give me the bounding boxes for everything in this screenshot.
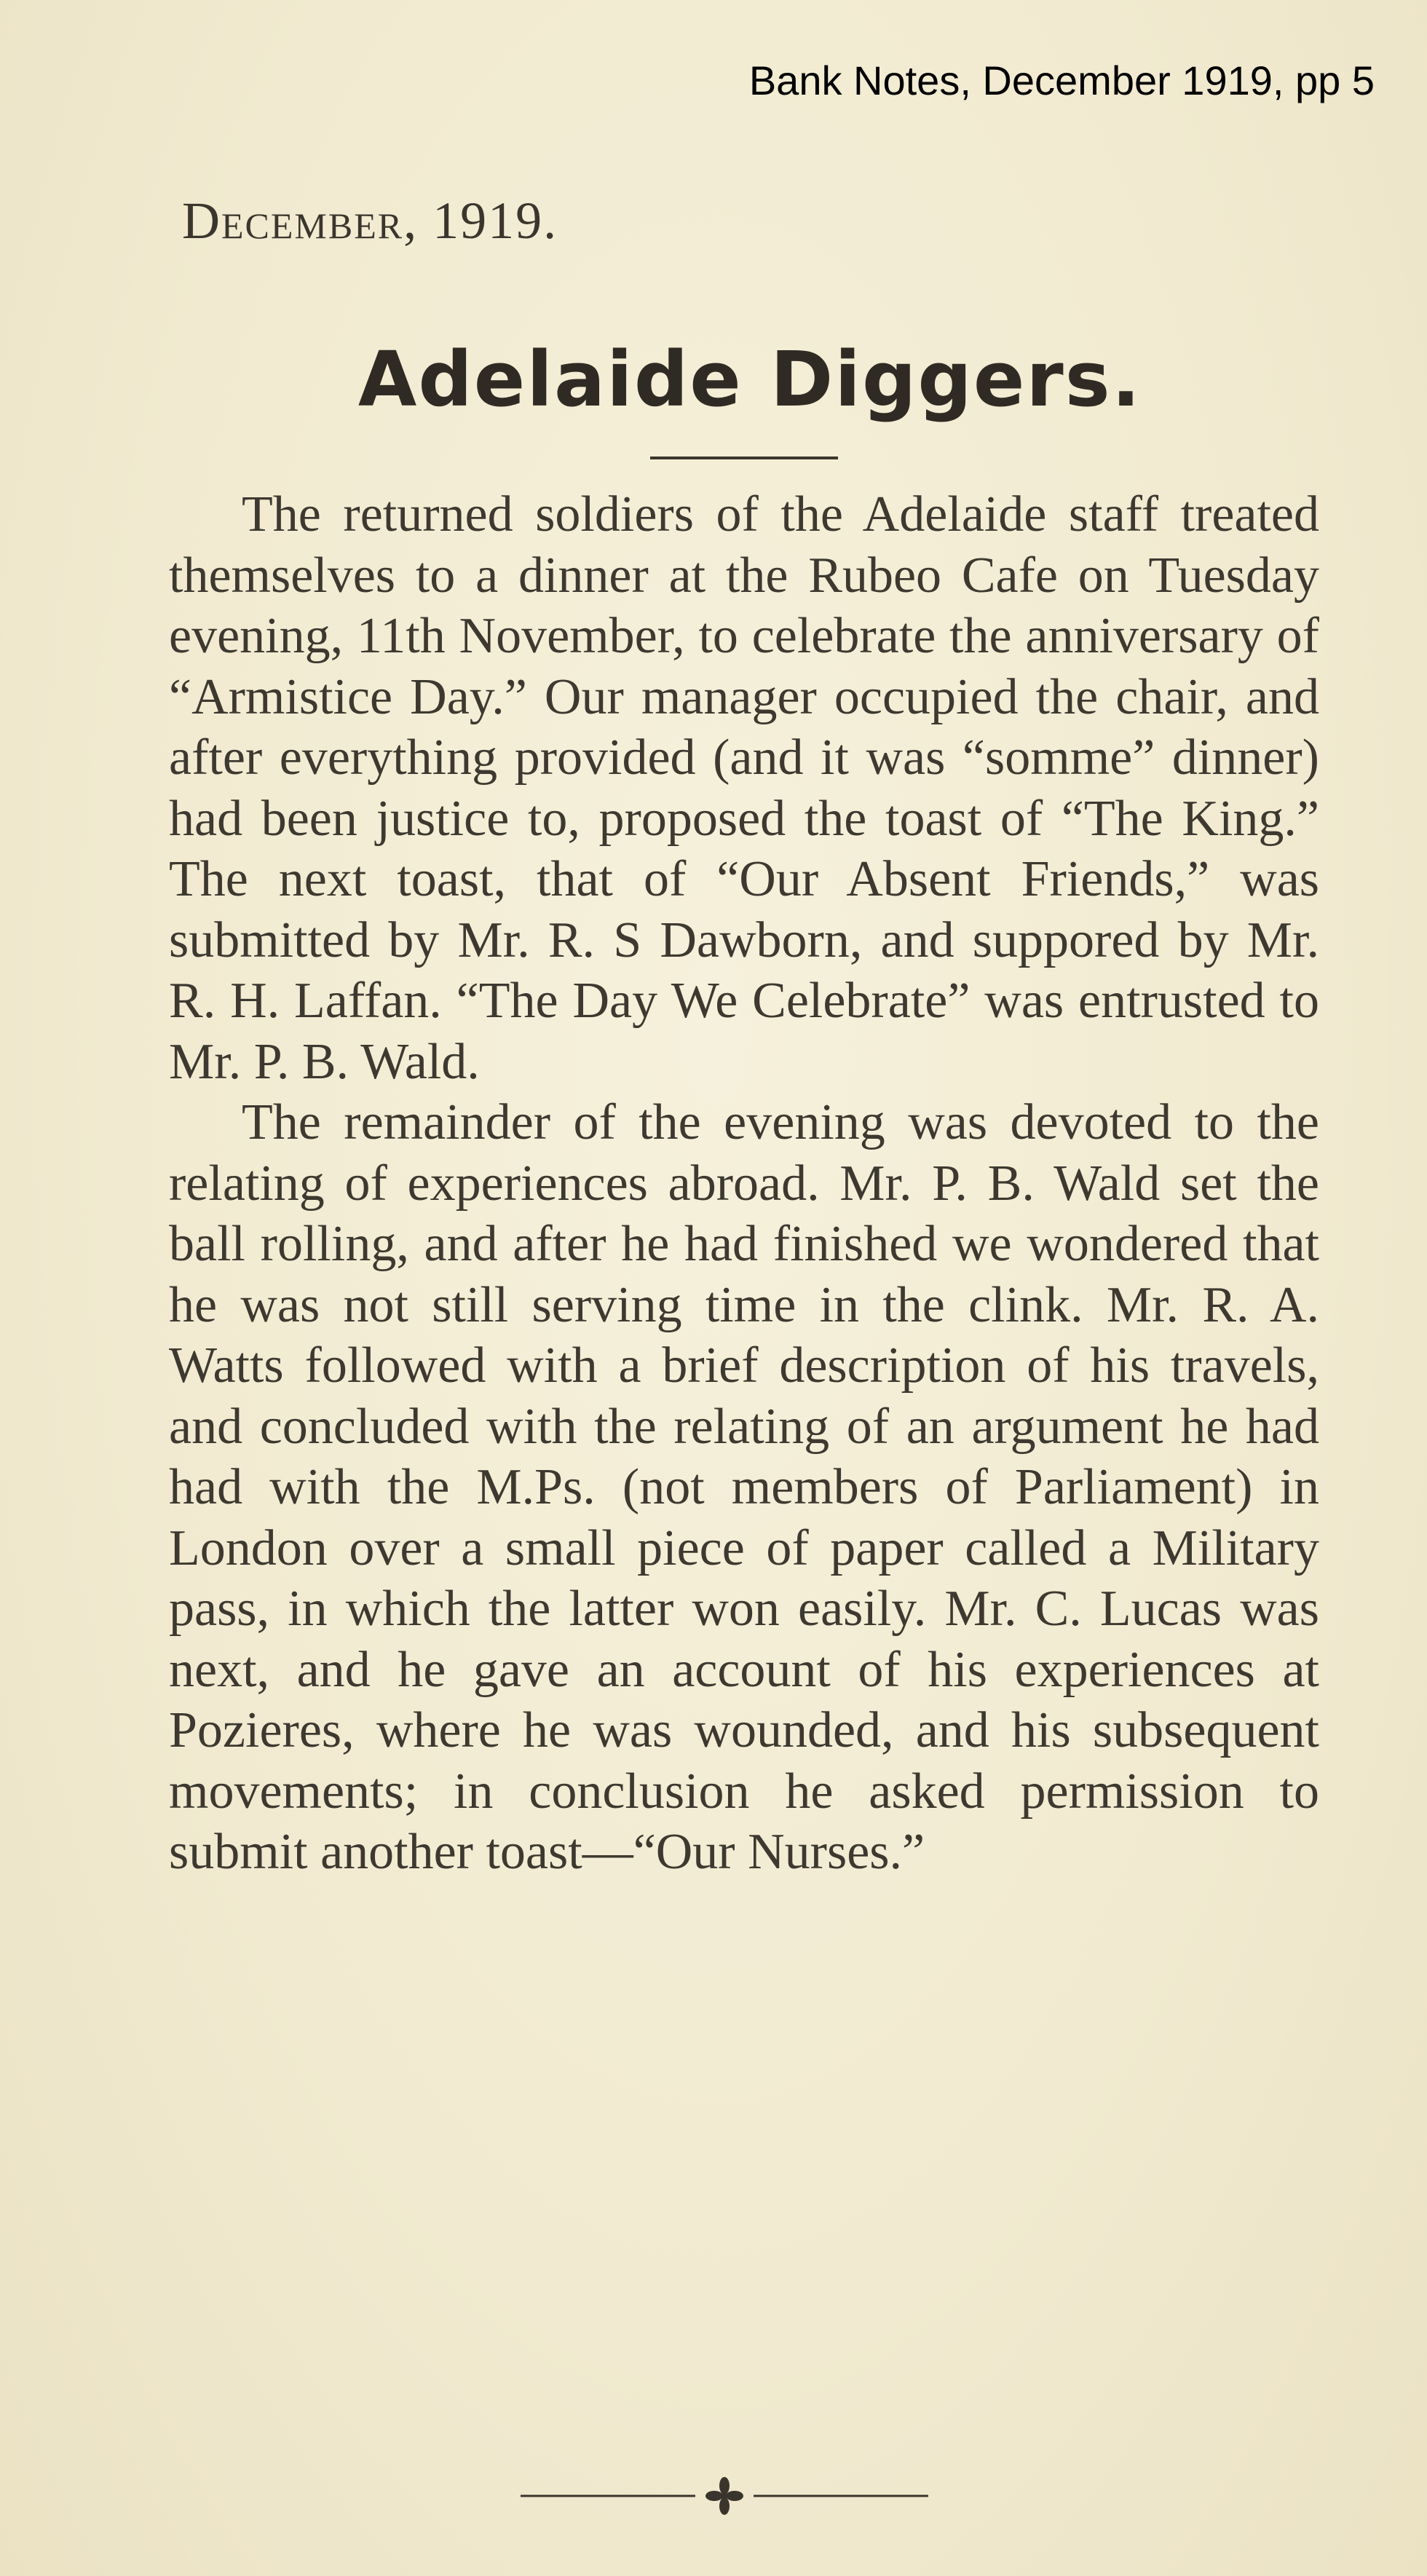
article-title: Adelaide Diggers. xyxy=(357,335,1142,424)
article-paragraph: The remainder of the evening was devoted to the relating of experiences abroad. Mr. P. B. Wald set the ball rolling, and after he had finished we wondered that he was not still serving time in the clink. Mr. R. A. Watts followed with a brief description of his travels, and concluded with the relating of an argument he had had with the M.Ps. (not members of Parliament) in London over a small piece of paper called a Military pass, in which the latter won easily. Mr. C. Lucas was next, and he gave an account of his experiences at Pozieres, where he was wounded, and his subsequent movements; in conclusion he asked permission to submit another toast—“Our Nurses.” xyxy=(169,1094,1319,1880)
section-ornament xyxy=(521,2474,928,2518)
title-rule xyxy=(650,457,838,459)
dateline-month: December xyxy=(182,191,404,250)
dateline xyxy=(182,191,558,251)
article-body xyxy=(169,484,1319,1883)
fleuron-icon xyxy=(705,2477,743,2515)
article-paragraph: The returned soldiers of the Adelaide staff treated themselves to a dinner at the Rubeo Cafe on Tuesday evening, 11th November, to celebrate the anniversary of “Armistice Day.” Our manager occupied the chair, and after everything provided (and it was “somme” dinner) had been justice to, proposed the toast of “The King.” The next toast, that of “Our Absent Friends,” was submitted by Mr. R. S Dawborn, and suppored by Mr. R. H. Laffan. “The Day We Celebrate” was entrusted to Mr. P. B. Wald. xyxy=(169,486,1319,1090)
dateline-year: , 1919. xyxy=(403,191,558,250)
header-note: Bank Notes, December 1919, pp 5 xyxy=(748,58,1375,103)
